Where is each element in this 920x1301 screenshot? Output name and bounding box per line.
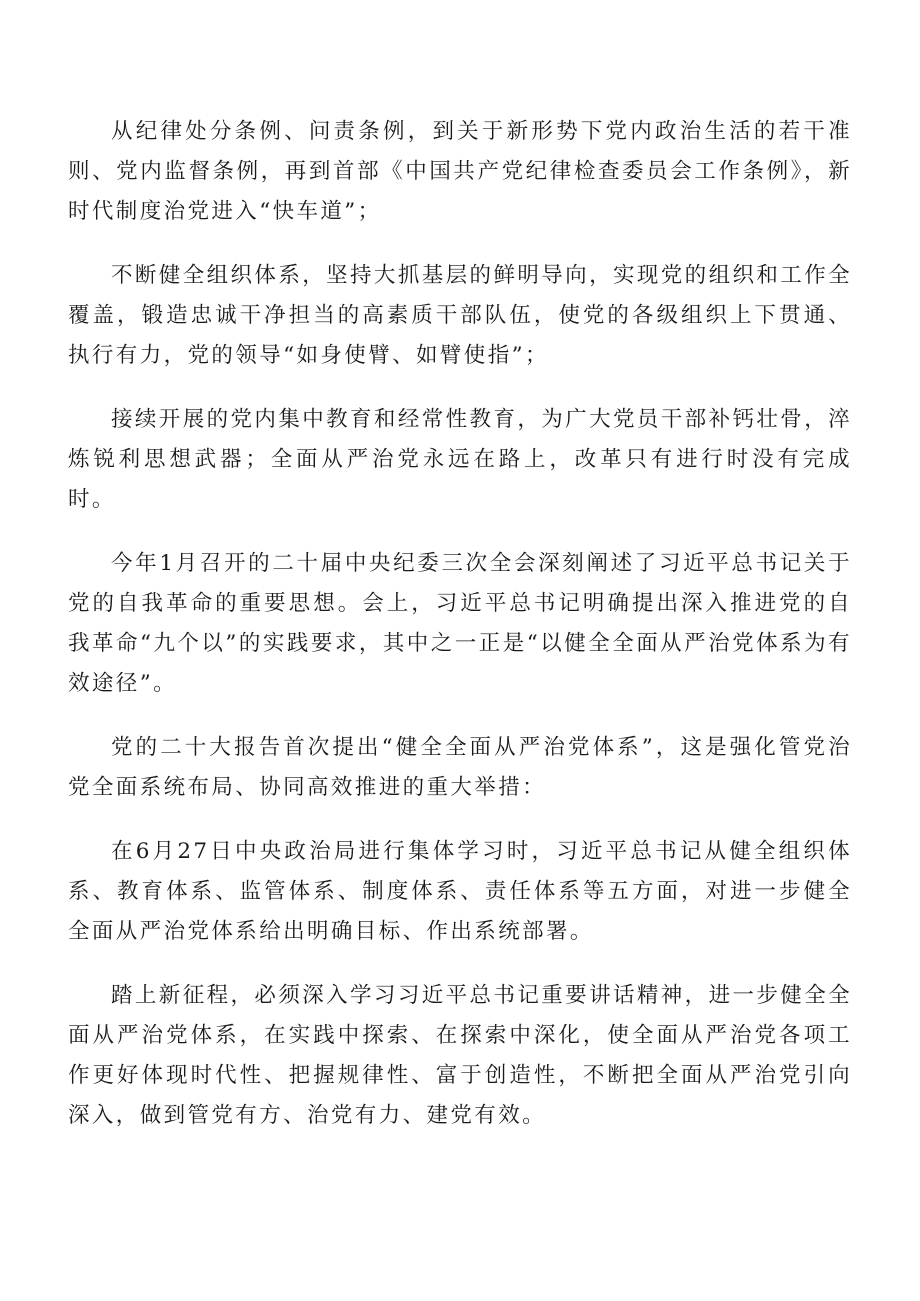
document-page [68,112,852,1136]
paragraph-1: 从纪律处分条例、问责条例，到关于新形势下党内政治生活的若干准则、党内监督条例，再到首部《中国共产党纪律检查委员会工作条例》，新时代制度治党进入“快车道”； [68,119,852,224]
paragraph-2: 不断健全组织体系，坚持大抓基层的鲜明导向，实现党的组织和工作全覆盖，锻造忠诚干净担当的高素质干部队伍，使党的各级组织上下贯通、执行有力，党的领导“如身使臂、如臂使指”； [68,263,852,368]
paragraph-4: 今年1月召开的二十届中央纪委三次全会深刻阐述了习近平总书记关于党的自我革命的重要思想。会上，习近平总书记明确提出深入推进党的自我革命“九个以”的实践要求，其中之一正是“以健全全面从严治党体系为有效途径”。 [68,551,852,696]
paragraph-7: 踏上新征程，必须深入学习习近平总书记重要讲话精神，进一步健全全面从严治党体系，在实践中探索、在探索中深化，使全面从严治党各项工作更好体现时代性、把握规律性、富于创造性，不断把全面从严治党引向深入，做到管党有方、治党有力、建党有效。 [68,983,852,1128]
paragraph-5: 党的二十大报告首次提出“健全全面从严治党体系”，这是强化管党治党全面系统布局、协同高效推进的重大举措： [68,735,852,800]
paragraph-6: 在6月27日中央政治局进行集体学习时，习近平总书记从健全组织体系、教育体系、监管体系、制度体系、责任体系等五方面，对进一步健全全面从严治党体系给出明确目标、作出系统部署。 [68,839,852,944]
paragraph-3: 接续开展的党内集中教育和经常性教育，为广大党员干部补钙壮骨，淬炼锐利思想武器；全面从严治党永远在路上，改革只有进行时没有完成时。 [68,407,852,512]
